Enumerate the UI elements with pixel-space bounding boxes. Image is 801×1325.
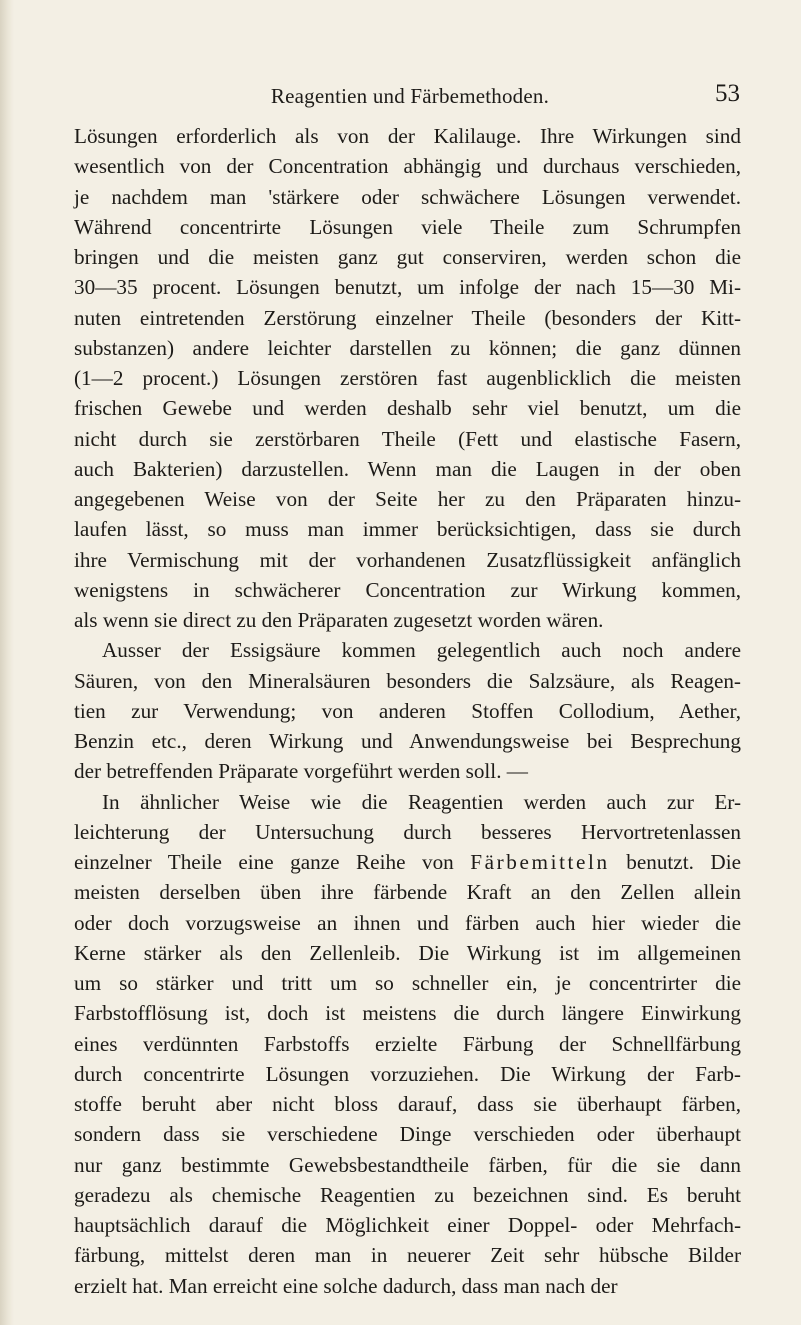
text-line: meisten derselben üben ihre färbende Kraft an den Zellen allein (74, 880, 741, 905)
text-line: wenigstens in schwächerer Concentration zur Wirkung kommen, (74, 577, 741, 602)
text-line: Kerne stärker als den Zellenleib. Die Wirkung ist im allgemeinen (74, 940, 741, 965)
text-line: (1—2 procent.) Lösungen zerstören fast augenblicklich die meisten (74, 366, 741, 390)
text-line: durch concentrirte Lösungen vorzuziehen. Die Wirkung der Farb- (74, 1061, 741, 1086)
page-number: 53 (715, 80, 740, 107)
text-line: nur ganz bestimmte Gewebsbestandtheile färben, für die sie dann (74, 1152, 741, 1177)
body-text (74, 121, 741, 1301)
text-line: erzielt hat. Man erreicht eine solche dadurch, dass man nach der (74, 1273, 618, 1298)
text-line: laufen lässt, so muss man immer berücksichtigen, dass sie durch (74, 517, 741, 542)
text-line: substanzen) andere leichter darstellen zu können; die ganz dünnen (74, 335, 741, 360)
text-line: stoffe beruht aber nicht bloss darauf, dass sie überhaupt färben, (74, 1092, 741, 1116)
text-line: Lösungen erforderlich als von der Kalilauge. Ihre Wirkungen sind (74, 124, 741, 148)
text-line: Während concentrirte Lösungen viele Theile zum Schrumpfen (74, 214, 741, 239)
text-line: um so stärker und tritt um so schneller ein, je concentrirter die (74, 971, 741, 995)
text-line: leichterung der Untersuchung durch besseres Hervortretenlassen (74, 819, 741, 844)
text-line-with-emphasis: einzelner Theile eine ganze Reihe von Färbemitteln benutzt. Die (74, 850, 741, 874)
text-line: geradezu als chemische Reagentien zu bezeichnen sind. Es beruht (74, 1182, 741, 1207)
text-line: als wenn sie direct zu den Präparaten zugesetzt worden wären. (74, 608, 604, 632)
text-line: tien zur Verwendung; von anderen Stoffen Collodium, Aether, (74, 698, 741, 723)
text-line: oder doch vorzugsweise an ihnen und färben auch hier wieder die (74, 910, 741, 935)
text-line: eines verdünnten Farbstoffs erzielte Färbung der Schnellfärbung (74, 1031, 741, 1056)
text-line: In ähnlicher Weise wie die Reagentien werden auch zur Er- (102, 789, 741, 814)
text-line: färbung, mittelst deren man in neuerer Zeit sehr hübsche Bilder (74, 1243, 741, 1268)
running-title: Reagentien und Färbemethoden. (270, 84, 550, 108)
emphasized-word: Färbemitteln (470, 850, 610, 874)
text-line: nicht durch sie zerstörbaren Theile (Fett und elastische Fasern, (74, 426, 741, 451)
text-line: Farbstofflösung ist, doch ist meistens die durch längere Einwirkung (74, 1001, 741, 1026)
text-line: ihre Vermischung mit der vorhandenen Zusatzflüssigkeit anfänglich (74, 547, 741, 572)
text-line: 30—35 procent. Lösungen benutzt, um infolge der nach 15—30 Mi- (74, 275, 741, 300)
text-line: angegebenen Weise von der Seite her zu den Präparaten hinzu- (74, 487, 741, 511)
text-line: der betreffenden Präparate vorgeführt werden soll. — (74, 759, 528, 784)
running-header (80, 80, 740, 116)
text-line: Benzin etc., deren Wirkung und Anwendungsweise bei Besprechung (74, 729, 741, 753)
text-line: frischen Gewebe und werden deshalb sehr viel benutzt, um die (74, 396, 741, 421)
text-line: wesentlich von der Concentration abhängig und durchaus verschieden, (74, 154, 741, 179)
text-line: Säuren, von den Mineralsäuren besonders die Salzsäure, als Reagen- (74, 668, 741, 693)
text-line: Ausser der Essigsäure kommen gelegentlich auch noch andere (102, 638, 741, 663)
page-edge-shadow (0, 0, 14, 1325)
text-line: bringen und die meisten ganz gut conserviren, werden schon die (74, 245, 741, 269)
text-line: sondern dass sie verschiedene Dinge verschieden oder überhaupt (74, 1122, 741, 1147)
text-line: auch Bakterien) darzustellen. Wenn man die Laugen in der oben (74, 456, 741, 481)
text-line: je nachdem man 'stärkere oder schwächere Lösungen verwendet. (74, 184, 741, 209)
text-line: hauptsächlich darauf die Möglichkeit einer Doppel- oder Mehrfach- (74, 1213, 741, 1237)
text-line: nuten eintretenden Zerstörung einzelner Theile (besonders der Kitt- (74, 305, 741, 330)
